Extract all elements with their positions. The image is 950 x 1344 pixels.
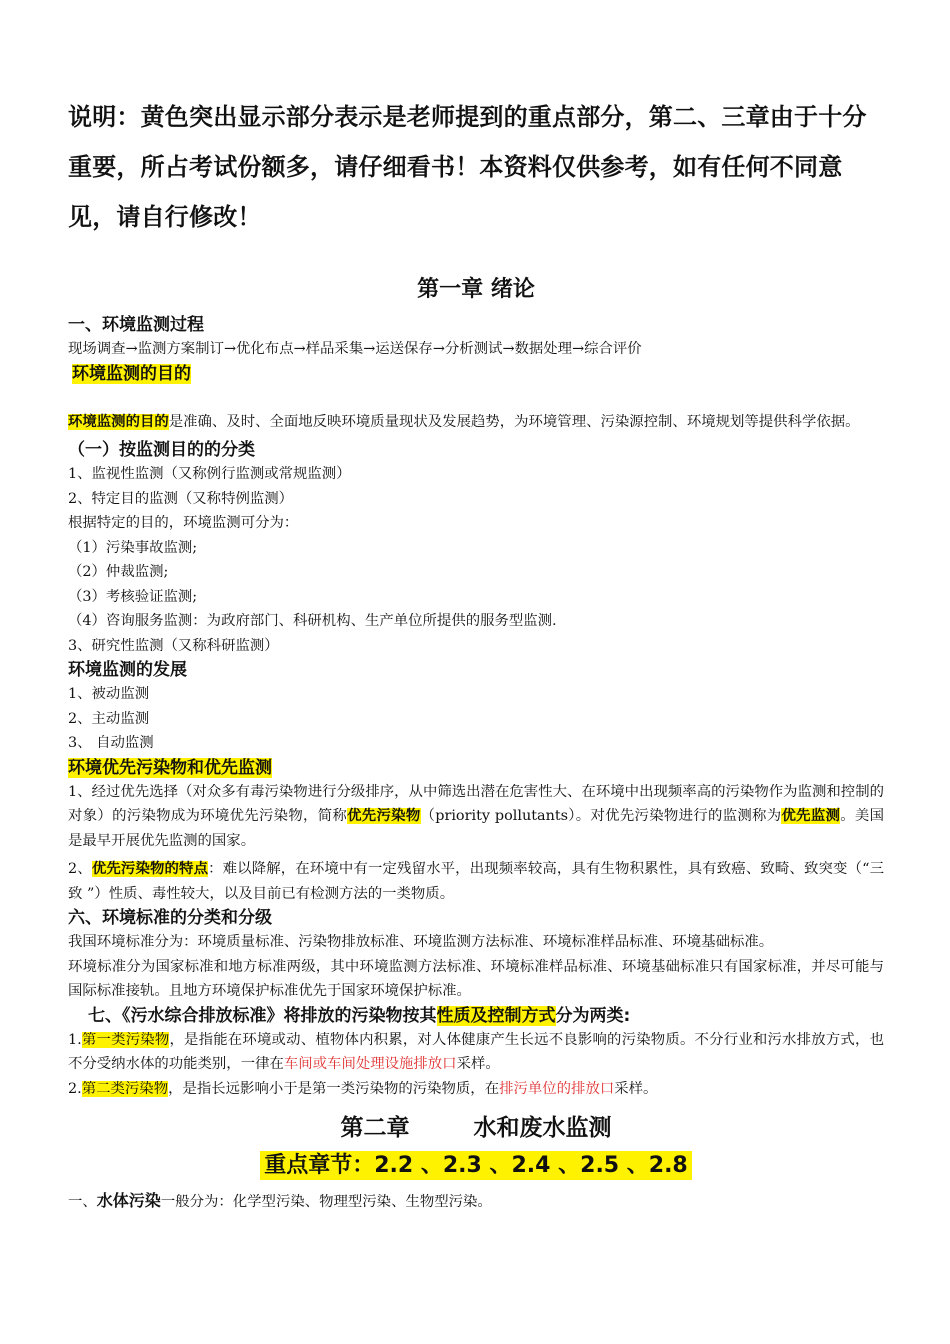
list-item: 2、主动监测 <box>68 710 150 727</box>
class-2-highlight: 第二类污染物 <box>81 1080 169 1097</box>
class-1-pollutant-paragraph <box>68 1028 884 1077</box>
standards-text-1: 我国环境标准分为：环境质量标准、污染物排放标准、环境监测方法标准、环境标准样品标准、环境基础标准。 <box>68 934 774 950</box>
water-pollution-term: 水体污染 <box>96 1191 161 1210</box>
priority-pollutants-highlight: 优先污染物 <box>347 808 421 824</box>
list-item: （2）仲裁监测; <box>68 564 169 580</box>
list-item: 1、监视性监测（又称例行监测或常规监测） <box>68 466 351 482</box>
classification-title: （一）按监测目的的分类 <box>68 440 255 460</box>
class-2-sampling-point: 排污单位的排放口 <box>499 1080 615 1097</box>
list-item: （4）咨询服务监测：为政府部门、科研机构、生产单位所提供的服务型监测. <box>68 613 557 629</box>
text-run: 采样。 <box>614 1080 658 1097</box>
water-pollution-line <box>68 1189 884 1215</box>
text-run: 2. <box>68 1080 82 1097</box>
text-run: （priority pollutants）。对优先污染物进行的监测称为 <box>420 808 782 824</box>
purpose-paragraph <box>68 410 884 435</box>
chapter-2-title: 第二章 水和废水监测 <box>340 1115 612 1141</box>
text-run: ：难以降解，在环境中有一定残留水平，出现频率较高，具有生物积累性，具有致癌、致畸、致突变（“三致 ”）性质、毒性较大，以及目前已有检测方法的一类物质。 <box>68 861 884 902</box>
text-run: 分为两类: <box>555 1005 631 1026</box>
key-sections-banner: 重点章节：2.2 、2.3 、2.4 、2.5 、2.8 <box>260 1151 692 1180</box>
document-page <box>68 92 884 1215</box>
purpose-text: 是准确、及时、全面地反映环境质量现状及发展趋势，为环境管理、污染源控制、环境规划等提供科学依据。 <box>168 413 860 430</box>
text-run: 采样。 <box>456 1056 500 1072</box>
priority-features-highlight: 优先污染物的特点 <box>91 861 209 877</box>
control-method-highlight: 性质及控制方式 <box>436 1005 556 1026</box>
standards-title: 六、环境标准的分类和分级 <box>68 908 272 928</box>
priority-paragraph-2 <box>68 857 884 906</box>
list-item: 2、特定目的监测（又称特例监测） <box>68 490 294 507</box>
priority-monitoring-highlight: 优先监测 <box>781 808 841 824</box>
list-item: 3、研究性监测（又称科研监测） <box>68 637 279 654</box>
list-item: （3）考核验证监测; <box>68 588 198 605</box>
class-1-sampling-point: 车间或车间处理设施排放口 <box>283 1056 457 1072</box>
priority-paragraph-1 <box>68 780 884 854</box>
class-1-highlight: 第一类污染物 <box>81 1031 170 1048</box>
text-run: 。美国是最早开展优先监测的国家。 <box>68 808 884 849</box>
text-run: ，是指能在环境或动、植物体内积累，对人体健康产生长远不良影响的污染物质。不分行业和污水排放方式，也不分受纳水体的功能类别，一律在 <box>68 1031 884 1072</box>
section-monitoring-process-title: 一、环境监测过程 <box>68 315 204 335</box>
text-run: 2、 <box>68 861 92 877</box>
text-run: 七、《污水综合排放标准》将排放的污染物按其 <box>88 1005 437 1026</box>
intro-note: 说明：黄色突出显示部分表示是老师提到的重点部分，第二、三章由于十分重要，所占考试份额多，请仔细看书！本资料仅供参考，如有任何不同意见，请自行修改！ <box>68 103 867 231</box>
chapter-1-title: 第一章 绪论 <box>417 277 535 302</box>
text-run: ，是指长远影响小于是第一类污染物的污染物质，在 <box>168 1080 500 1097</box>
text-run: 一、 <box>68 1194 97 1210</box>
purpose-heading: 环境监测的目的 <box>72 363 191 384</box>
text-run: 一般分为：化学型污染、物理型污染、生物型污染。 <box>160 1194 492 1210</box>
list-item: 根据特定的目的，环境监测可分为： <box>68 515 299 531</box>
development-title: 环境监测的发展 <box>68 660 187 680</box>
text-run: 1、经过优先选择（对众多有毒污染物进行分级排序，从中筛选出潜在危害性大、在环境中出现频率高的污染物作为监测和控制的对象）的污染物成为环境优先污染物，简称 <box>68 783 884 824</box>
monitoring-process-flow: 现场调查→监测方案制订→优化布点→样品采集→运送保存→分析测试→数据处理→综合评价 <box>68 341 642 357</box>
list-item: （1）污染事故监测; <box>68 539 198 556</box>
text-run: 1. <box>68 1031 82 1048</box>
standards-text-2: 环境标准分为国家标准和地方标准两级，其中环境监测方法标准、环境标准样品标准、环境基础标准只有国家标准，并尽可能与国际标准接轨。且地方环境保护标准优先于国家环境保护标准。 <box>68 958 884 999</box>
purpose-label: 环境监测的目的 <box>68 413 169 430</box>
discharge-standard-title <box>68 1004 884 1028</box>
list-item: 1、被动监测 <box>68 686 150 702</box>
priority-heading: 环境优先污染物和优先监测 <box>68 757 272 778</box>
class-2-pollutant-paragraph <box>68 1077 884 1102</box>
list-item: 3、 自动监测 <box>68 735 154 751</box>
